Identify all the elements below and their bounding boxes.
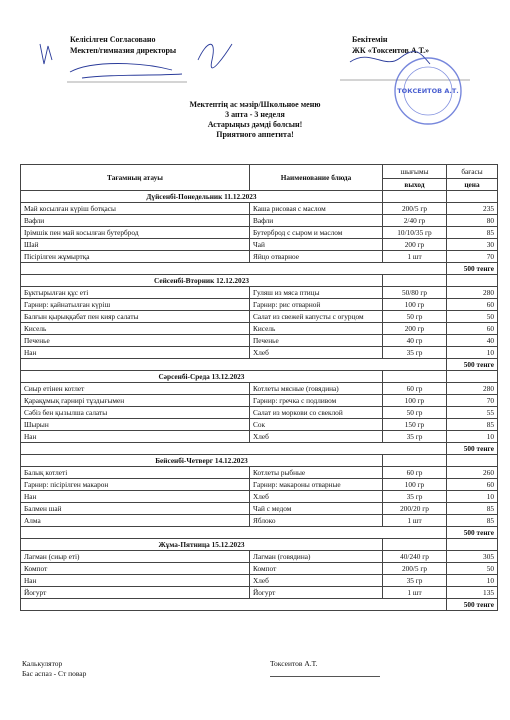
dish-price: 260 — [447, 467, 498, 479]
dish-name-kz: Шай — [21, 239, 250, 251]
table-row — [21, 491, 498, 503]
footer-name: Токсеитов А.Т. — [270, 659, 318, 668]
col-header-output-ru: выход — [383, 179, 447, 191]
dish-output: 200/20 гр — [383, 503, 447, 515]
dish-name-ru: Гуляш из мяса птицы — [250, 287, 383, 299]
dish-name-kz: Сиыр етінен котлет — [21, 383, 250, 395]
dish-name-ru: Печенье — [250, 335, 383, 347]
day-header-row — [21, 371, 498, 383]
wish-kz: Астарыңыз дәмді болсын! — [207, 120, 303, 129]
dish-output: 40/240 гр — [383, 551, 447, 563]
dish-price: 60 — [447, 323, 498, 335]
dish-output: 1 шт — [383, 515, 447, 527]
table-row — [21, 551, 498, 563]
col-header-ru: Наименование блюда — [250, 165, 383, 191]
day-total-row — [21, 527, 498, 539]
dish-price: 85 — [447, 227, 498, 239]
dish-name-kz: Гарнир: пісірілген макарон — [21, 479, 250, 491]
empty-cell — [447, 275, 498, 287]
col-header-price-kz: бағасы — [447, 165, 498, 179]
empty-cell — [447, 455, 498, 467]
empty-cell — [21, 443, 447, 455]
dish-name-kz: Сәбіз бен қызылша салаты — [21, 407, 250, 419]
col-header-price-ru: цена — [447, 179, 498, 191]
stamp-text: ТОКСЕИТОВ А.Т. — [397, 87, 459, 95]
day-total: 500 тенге — [447, 443, 498, 455]
dish-price: 70 — [447, 251, 498, 263]
dish-name-kz: Май косылған күріш ботқасы — [21, 203, 250, 215]
day-name: Дүйсенбі-Понедельник 11.12.2023 — [21, 191, 383, 203]
dish-name-ru: Кисель — [250, 323, 383, 335]
table-row — [21, 419, 498, 431]
dish-name-kz: Печенье — [21, 335, 250, 347]
day-total-row — [21, 599, 498, 611]
dish-price: 10 — [447, 431, 498, 443]
day-header-row — [21, 191, 498, 203]
dish-price: 135 — [447, 587, 498, 599]
day-name: Сейсенбі-Вторник 12.12.2023 — [21, 275, 383, 287]
dish-output: 100 гр — [383, 479, 447, 491]
dish-name-kz: Балмен шай — [21, 503, 250, 515]
wish-ru: Приятного аппетита! — [216, 130, 294, 139]
day-name: Бейсенбі-Четверг 14.12.2023 — [21, 455, 383, 467]
empty-cell — [383, 191, 447, 203]
dish-name-kz: Лагман (сиыр еті) — [21, 551, 250, 563]
table-row — [21, 335, 498, 347]
dish-name-ru: Яйцо отварное — [250, 251, 383, 263]
dish-price: 85 — [447, 419, 498, 431]
table-row — [21, 383, 498, 395]
dish-output: 150 гр — [383, 419, 447, 431]
dish-price: 30 — [447, 239, 498, 251]
table-row — [21, 563, 498, 575]
dish-price: 70 — [447, 395, 498, 407]
dish-output: 50/80 гр — [383, 287, 447, 299]
table-row — [21, 323, 498, 335]
table-row — [21, 431, 498, 443]
dish-name-ru: Чай с медом — [250, 503, 383, 515]
empty-cell — [447, 191, 498, 203]
table-row — [21, 587, 498, 599]
dish-output: 35 гр — [383, 431, 447, 443]
empty-cell — [21, 359, 447, 371]
dish-name-ru: Гарнир: рис отварной — [250, 299, 383, 311]
menu-table — [20, 164, 498, 611]
dish-name-ru: Вафли — [250, 215, 383, 227]
dish-name-kz: Кисель — [21, 323, 250, 335]
dish-output: 10/10/35 гр — [383, 227, 447, 239]
dish-name-kz: Нан — [21, 431, 250, 443]
dish-name-ru: Хлеб — [250, 347, 383, 359]
dish-name-ru: Сок — [250, 419, 383, 431]
dish-output: 60 гр — [383, 467, 447, 479]
dish-output: 50 гр — [383, 407, 447, 419]
dish-output: 40 гр — [383, 335, 447, 347]
dish-name-ru: Гарнир: гречка с подливом — [250, 395, 383, 407]
dish-name-ru: Хлеб — [250, 491, 383, 503]
table-row — [21, 347, 498, 359]
day-header-row — [21, 539, 498, 551]
dish-output: 200 гр — [383, 323, 447, 335]
empty-cell — [447, 371, 498, 383]
dish-price: 60 — [447, 479, 498, 491]
empty-cell — [383, 371, 447, 383]
dish-name-kz: Вафли — [21, 215, 250, 227]
dish-price: 280 — [447, 287, 498, 299]
dish-name-kz: Пісірілген жұмыртқа — [21, 251, 250, 263]
day-total: 500 тенге — [447, 263, 498, 275]
dish-name-ru: Хлеб — [250, 431, 383, 443]
dish-price: 50 — [447, 311, 498, 323]
dish-name-kz: Қарақұмық гарнирі тұздығымен — [21, 395, 250, 407]
dish-name-kz: Балғын қырыққабат пен кияр салаты — [21, 311, 250, 323]
menu-title: Мектептің ас мәзір/Школьное меню — [189, 100, 321, 109]
empty-cell — [447, 539, 498, 551]
dish-name-ru: Бутерброд с сыром и маслом — [250, 227, 383, 239]
dish-name-kz: Нан — [21, 575, 250, 587]
dish-output: 35 гр — [383, 347, 447, 359]
table-row — [21, 203, 498, 215]
dish-price: 280 — [447, 383, 498, 395]
dish-output: 200 гр — [383, 239, 447, 251]
dish-price: 10 — [447, 575, 498, 587]
dish-price: 10 — [447, 347, 498, 359]
table-row — [21, 215, 498, 227]
table-row — [21, 227, 498, 239]
dish-name-kz: Балық котлеті — [21, 467, 250, 479]
dish-name-kz: Алма — [21, 515, 250, 527]
dish-output: 35 гр — [383, 491, 447, 503]
col-header-output-kz: шығымы — [383, 165, 447, 179]
dish-name-kz: Нан — [21, 347, 250, 359]
day-total-row — [21, 263, 498, 275]
day-total-row — [21, 359, 498, 371]
day-total: 500 тенге — [447, 359, 498, 371]
table-row — [21, 251, 498, 263]
dish-output: 200/5 гр — [383, 563, 447, 575]
dish-name-ru: Котлеты рыбные — [250, 467, 383, 479]
dish-name-kz: Нан — [21, 491, 250, 503]
dish-name-ru: Компот — [250, 563, 383, 575]
footer-calculator: Калькулятор — [22, 659, 63, 668]
table-row — [21, 299, 498, 311]
dish-name-kz: Гарнир: қайнатылған күріш — [21, 299, 250, 311]
dish-name-ru: Йогурт — [250, 587, 383, 599]
day-header-row — [21, 275, 498, 287]
table-row — [21, 503, 498, 515]
dish-name-ru: Салат из моркови со свеклой — [250, 407, 383, 419]
dish-name-kz: Ірімшік пен май косылған бутерброд — [21, 227, 250, 239]
dish-name-ru: Яблоко — [250, 515, 383, 527]
dish-price: 60 — [447, 299, 498, 311]
dish-price: 85 — [447, 515, 498, 527]
dish-price: 80 — [447, 215, 498, 227]
table-row — [21, 395, 498, 407]
dish-name-ru: Чай — [250, 239, 383, 251]
day-name: Сәрсенбі-Среда 13.12.2023 — [21, 371, 383, 383]
table-header-row — [21, 165, 498, 179]
table-row — [21, 407, 498, 419]
empty-cell — [383, 539, 447, 551]
dish-name-ru: Гарнир: макароны отварные — [250, 479, 383, 491]
dish-name-kz: Шырын — [21, 419, 250, 431]
approval-left-line1: Келісілген Согласовано — [70, 35, 156, 44]
dish-price: 85 — [447, 503, 498, 515]
dish-output: 35 гр — [383, 575, 447, 587]
col-header-kz: Тағамның атауы — [21, 165, 250, 191]
dish-name-ru: Каша рисовая с маслом — [250, 203, 383, 215]
day-total: 500 тенге — [447, 527, 498, 539]
dish-price: 55 — [447, 407, 498, 419]
table-row — [21, 479, 498, 491]
dish-name-kz: Компот — [21, 563, 250, 575]
dish-output: 1 шт — [383, 587, 447, 599]
day-header-row — [21, 455, 498, 467]
empty-cell — [21, 263, 447, 275]
table-row — [21, 467, 498, 479]
table-row — [21, 239, 498, 251]
dish-output: 100 гр — [383, 299, 447, 311]
dish-price: 40 — [447, 335, 498, 347]
dish-price: 305 — [447, 551, 498, 563]
dish-output: 50 гр — [383, 311, 447, 323]
empty-cell — [383, 455, 447, 467]
signature-left — [22, 30, 272, 90]
dish-name-ru: Котлеты мясные (говядина) — [250, 383, 383, 395]
empty-cell — [383, 275, 447, 287]
footer-chef: Бас аспаз - Ст повар — [22, 669, 87, 678]
day-name: Жұма-Пятница 15.12.2023 — [21, 539, 383, 551]
day-total: 500 тенге — [447, 599, 498, 611]
approval-right-line2: ЖК «Токсеитов А.Т.» — [352, 46, 430, 55]
dish-price: 50 — [447, 563, 498, 575]
dish-output: 60 гр — [383, 383, 447, 395]
dish-price: 235 — [447, 203, 498, 215]
day-total-row — [21, 443, 498, 455]
footer-signature-line — [270, 676, 380, 677]
dish-name-ru: Лагман (говядина) — [250, 551, 383, 563]
table-row — [21, 515, 498, 527]
dish-output: 100 гр — [383, 395, 447, 407]
table-row — [21, 575, 498, 587]
dish-name-kz: Йогурт — [21, 587, 250, 599]
approval-right-line1: Бекітемін — [352, 35, 388, 44]
approval-left-line2: Мектеп/гимназия директоры — [70, 46, 177, 55]
dish-output: 1 шт — [383, 251, 447, 263]
dish-output: 200/5 гр — [383, 203, 447, 215]
dish-name-kz: Бұктырылған құс еті — [21, 287, 250, 299]
dish-name-ru: Салат из свежей капусты с огурцом — [250, 311, 383, 323]
table-row — [21, 311, 498, 323]
table-row — [21, 287, 498, 299]
dish-output: 2/40 гр — [383, 215, 447, 227]
dish-name-ru: Хлеб — [250, 575, 383, 587]
empty-cell — [21, 527, 447, 539]
dish-price: 10 — [447, 491, 498, 503]
week-label: 3 апта - 3 неделя — [225, 110, 285, 119]
empty-cell — [21, 599, 447, 611]
